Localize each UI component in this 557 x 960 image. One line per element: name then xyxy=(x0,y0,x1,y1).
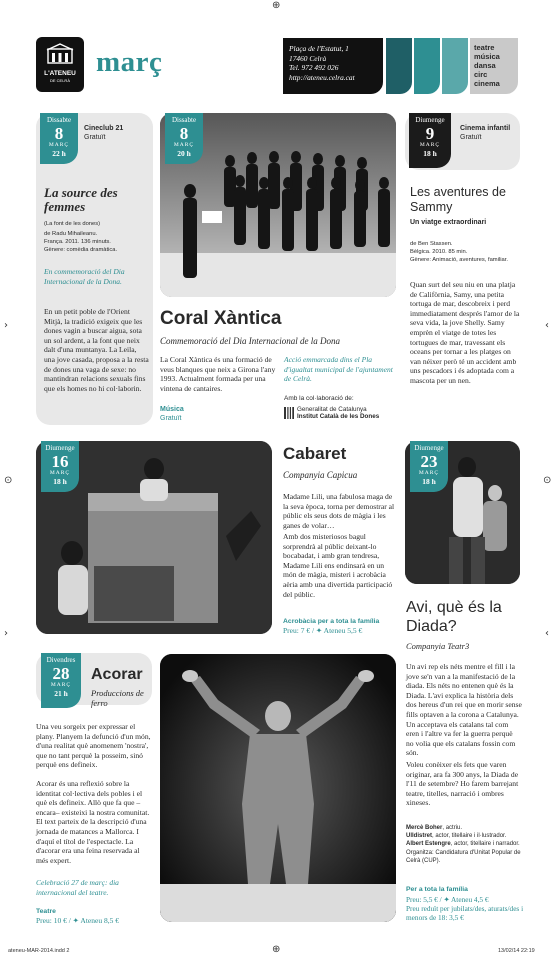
address-block xyxy=(283,38,383,94)
event-subtitle-source: (La font de les dones) xyxy=(44,221,101,227)
month-title: març xyxy=(96,46,163,78)
event-credits-source: de Radu Mihaileanu. França. 2011. 136 minuts. Gènere: comèdia dramàtica. xyxy=(44,231,118,253)
color-swatch-3 xyxy=(442,38,468,94)
event-title-coral: Coral Xàntica xyxy=(160,308,282,329)
event-text-acorar-2: Acorar és una reflexió sobre la identitat col·lectiva dels pobles i el què els defineix. Allò que fa que –encara– existeixi la nostra comunitat. El text parteix de la descripció d'una jornada de matances a Mallorca. I d'aquí el títol de l'espectacle. La d'acorar era una feina reservada al més expert. xyxy=(36,779,150,865)
building-icon xyxy=(45,43,75,65)
logo-text: L'ATENEU xyxy=(44,70,76,77)
event-credits-sammy: de Ben Stassen. Bèlgica. 2010. 85 min. Gènere: Animació, aventures, familiar. xyxy=(410,241,508,263)
event-title-diada: Avi, què és la Diada? xyxy=(406,599,502,635)
event-price-acorar: Preu: 10 € / ✦ Ateneu 8,5 € xyxy=(36,916,119,925)
crop-mark-left-icon: › xyxy=(4,628,8,639)
event-text-coral: La Coral Xàntica és una formació de veus blanques que neix a Girona l'any 1993. Actualment formada per una vintena de cantaires. xyxy=(160,355,276,393)
event-price-diada: Preu: 5,5 € / ✦ Ateneu 4,5 € Preu reduït per jubilats/des, aturats/des i menors de 18: 3,5 € xyxy=(406,895,524,922)
collab-label: Amb la col·laboració de: xyxy=(284,395,354,402)
date-badge-acorar: Divendres 28 MARÇ 21 h xyxy=(41,653,81,708)
event-text-cabaret-1: Madame Lili, una fabulosa maga de la seva època, torna per demostrar al públic els seus dots de màgia i les ganes de volar… xyxy=(283,492,395,530)
category-musica: música xyxy=(474,52,500,61)
event-subtitle-acorar: Produccions de ferro xyxy=(91,688,144,708)
crop-mark-left-icon: ⊙ xyxy=(4,475,13,486)
event-text-source: En un petit poble de l'Orient Mitjà, la tradició exigeix que les dones vagin a buscar aigua, sota un sol ardent, a la font que neix dalt d'una muntanya. La Leila, una jove casada, proposa a la resta de dones una vaga de sexe: no mantindran relacions sexuals fins que els homes no hi col·laborin. xyxy=(44,307,149,393)
category-teatre: teatre xyxy=(474,43,495,52)
event-tag-sammy: Cinema infantil Gratuït xyxy=(460,125,511,141)
event-price-cabaret: Preu: 7 € / ✦ Ateneu 5,5 € xyxy=(283,626,363,635)
event-text-acorar-1: Una veu sorgeix per expressar el plany. Planyem la defunció d'un món, d'una realitat què anomenem 'nostra', que no tant perquè la posseim, sinó perquè ens defineix. xyxy=(36,722,151,770)
event-subtitle-cabaret: Companyia Capicua xyxy=(283,470,358,480)
event-note-coral: Acció emmarcada dins el Pla d'igualtat municipal de l'ajuntament de Celrà. xyxy=(284,355,393,383)
event-text-diada-2: Voleu conèixer els fets que varen originar, ara fa 300 anys, la Diada de l'11 de setembre? Ho farem barrejant teatre, titelles, narració i ombres xineses. xyxy=(406,760,519,808)
footer-file: ateneu-MAR-2014.indd 2 xyxy=(8,948,70,954)
event-title-acorar: Acorar xyxy=(91,666,143,683)
event-tag-source: Cineclub 21 Gratuït xyxy=(84,125,124,141)
event-credits-diada: Mercè Boher, actriu. Ulldistret, actor, titellaire i il·lustrador. Albert Estengre, actor, titellaire i narrador. Organitza: Candidatura d'Unitat Popular de Celrà (CUP). xyxy=(406,825,521,864)
event-category-diada: Per a tota la família xyxy=(406,886,468,893)
event-title-source: La source des femmes xyxy=(44,185,118,214)
event-title-sammy: Les aventures de Sammy xyxy=(410,185,506,214)
event-text-diada-1: Un avi rep els néts mentre el fill i la jove se'n van a la manifestació de la diada. Els néts no entenen què és la Diada. L'avi explica la història dels dos hereus d'un rei que en morir sense fills optaven a la corona a Catalunya. Un acceptava els catalans tal com eren i l'altre va fer la guerra perquè no volia que els catalans fossin com són. xyxy=(406,662,522,758)
address-line-4[interactable]: http://ateneu.celra.cat xyxy=(289,72,355,82)
date-badge-cabaret: Diumenge 16 MARÇ 18 h xyxy=(41,441,79,492)
footer-date: 13/02/14 22:19 xyxy=(498,948,535,954)
date-badge-coral: Dissabte 8 MARÇ 20 h xyxy=(165,113,203,164)
color-swatch-2 xyxy=(414,38,440,94)
registration-mark-icon: ⊕ xyxy=(272,944,281,955)
event-subtitle-coral: Commemoració del Dia Internacional de la Dona xyxy=(160,336,340,346)
crop-mark-right-icon: ‹ xyxy=(545,320,549,331)
logo-sub: DE CELRÀ xyxy=(49,78,70,83)
date-badge-source: Dissabte 8 MARÇ 22 h xyxy=(40,113,78,164)
address-line-3: Tel. 972 492 026 xyxy=(289,63,339,72)
address-line-2: 17460 Celrà xyxy=(289,53,327,63)
event-text-cabaret-2: Amb dos misteriosos bagul sorprendrà al públic deixant-lo bocabadat, i amb gran tendresa, Madame Lili ens endinsarà en un món de màgia, misteri i acrobàcia aèria amb una divertida participació del públic. xyxy=(283,532,393,599)
category-circ: circ xyxy=(474,70,488,79)
category-cinema: cinema xyxy=(474,79,500,88)
logo xyxy=(36,37,84,92)
event-subtitle-diada: Companyia Teatr3 xyxy=(406,641,470,651)
acorar-photo xyxy=(160,654,396,922)
event-category-acorar: Teatre xyxy=(36,908,56,915)
generalitat-logo: Generalitat de Catalunya Institut Català de les Dones xyxy=(284,406,404,420)
crop-mark-left-icon: › xyxy=(4,320,8,331)
event-title-cabaret: Cabaret xyxy=(283,444,347,463)
performer-image-icon xyxy=(160,654,396,922)
category-dansa: dansa xyxy=(474,61,496,70)
event-text-sammy: Quan surt del seu niu en una platja de Califòrnia, Samy, una petita tortuga de mar, descobreix i perd immediatament després l'amor de la seva vida, la jove Shelly. Samy emprèn el viatge de totes les tortugues de mar, travessant els oceans per tornar a les platges on van néixer però té un accident amb uns pescadors i és adoptada com a mascota per un nen. xyxy=(410,280,520,385)
event-note-source: En commemoració del Dia Internacional de la Dona. xyxy=(44,267,125,286)
event-note-acorar: Celebració 27 de març: dia internacional del teatre. xyxy=(36,878,119,897)
date-badge-diada: Diumenge 23 MARÇ 18 h xyxy=(410,441,448,492)
crop-mark-right-icon: ⊙ xyxy=(543,475,552,486)
event-category-cabaret: Acrobàcia per a tota la família xyxy=(283,618,380,625)
address-line-1: Plaça de l'Estatut, 1 xyxy=(289,44,349,53)
categories-block xyxy=(470,38,518,94)
generalitat-icon xyxy=(284,407,294,419)
event-category-coral: Música Gratuït xyxy=(160,406,184,422)
event-subtitle-sammy: Un viatge extraordinari xyxy=(410,219,487,226)
registration-mark-icon: ⊕ xyxy=(272,0,281,11)
date-badge-sammy: Diumenge 9 MARÇ 18 h xyxy=(409,113,451,168)
color-swatch-1 xyxy=(386,38,412,94)
crop-mark-right-icon: ‹ xyxy=(545,628,549,639)
